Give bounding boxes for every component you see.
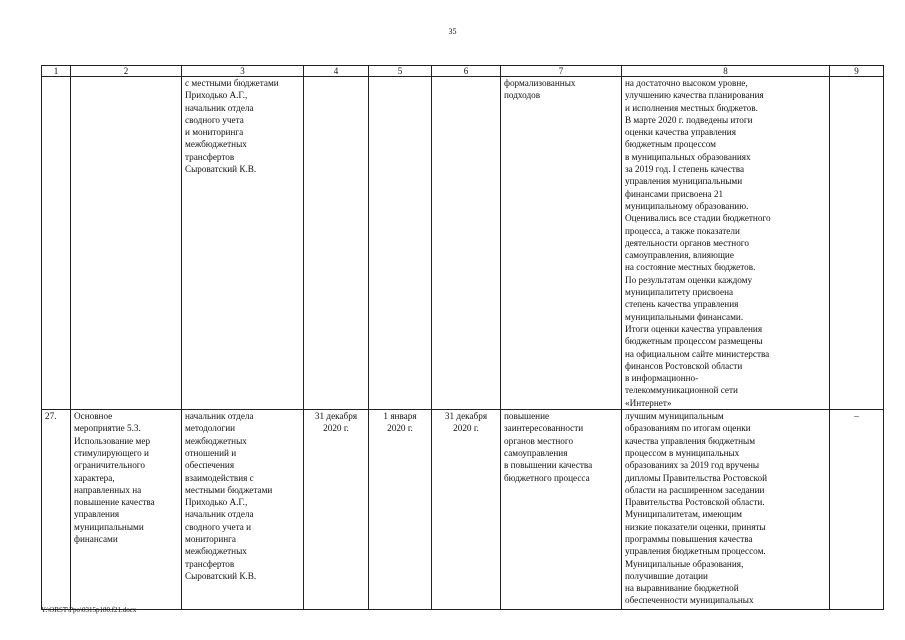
- responsible-cell: с местными бюджетами Приходько А.Г., начальник отдела сводного учета и мониторинга межбюджетных трансфертов Сыроватский К.В.: [182, 77, 304, 410]
- column-number: 1: [42, 66, 71, 77]
- page-number: 35: [448, 27, 457, 36]
- file-path: Y:\ORST\Ppo\0315p180.f21.docx: [41, 606, 137, 614]
- column-number: 6: [432, 66, 501, 77]
- expected-result-cell: повышение заинтересованности органов местного самоуправления в повышении качества бюджетного процесса: [501, 410, 622, 610]
- column-number: 3: [182, 66, 304, 77]
- actual-start-date-cell: 1 января 2020 г.: [369, 410, 432, 610]
- column-number: 2: [71, 66, 182, 77]
- table-row-continued: [42, 77, 884, 410]
- column-number: 9: [830, 66, 884, 77]
- column-number: 7: [501, 66, 622, 77]
- actual-result-cell: лучшим муниципальным образованиям по итогам оценки качества управления бюджетным процессом в муниципальных образованиях за 2019 год вручены дипломы Правительства Ростовской области на расширенном заседании Правительства Ростовской области. Муниципалитетам, имеющим низкие показатели оценки, приняты программы повышения качества управления бюджетным процессом. Муниципальные образования, получившие дотации на выравнивание бюджетной обеспеченности муниципальных: [622, 410, 830, 610]
- row-number-cell: 27.: [42, 410, 71, 610]
- plan-end-date-cell: 31 декабря 2020 г.: [304, 410, 369, 610]
- expected-result-cell: формализованных подходов: [501, 77, 622, 410]
- table-row-27: [42, 410, 884, 610]
- actual-end-date-cell: 31 декабря 2020 г.: [432, 410, 501, 610]
- column-number: 8: [622, 66, 830, 77]
- actual-start-date-cell: [369, 77, 432, 410]
- row-number-cell: [42, 77, 71, 410]
- plan-end-date-cell: [304, 77, 369, 410]
- reasons-cell: –: [830, 410, 884, 610]
- column-number: 4: [304, 66, 369, 77]
- activity-cell: Основное мероприятие 5.3. Использование мер стимулирующего и ограничительного характера, направленных на повышение качества управления муниципальными финансами: [71, 410, 182, 610]
- report-table: [41, 65, 884, 610]
- column-number-row: [42, 66, 884, 77]
- activity-cell: [71, 77, 182, 410]
- actual-end-date-cell: [432, 77, 501, 410]
- reasons-cell: [830, 77, 884, 410]
- column-number: 5: [369, 66, 432, 77]
- actual-result-cell: на достаточно высоком уровне, улучшению качества планирования и исполнения местных бюджетов. В марте 2020 г. подведены итоги оценки качества управления бюджетным процессом в муниципальных образованиях за 2019 год. I степень качества управления муниципальными финансами присвоена 21 муниципальному образованию. Оценивались все стадии бюджетного процесса, а также показатели деятельности органов местного самоуправления, влияющие на состояние местных бюджетов. По результатам оценки каждому муниципалитету присвоена степень качества управления муниципальными финансами. Итоги оценки качества управления бюджетным процессом размещены на официальном сайте министерства финансов Ростовской области в информационно- телекоммуникационной сети «Интернет»: [622, 77, 830, 410]
- responsible-cell: начальник отдела методологии межбюджетных отношений и обеспечения взаимодействия с местными бюджетами Приходько А.Г., начальник отдела сводного учета и мониторинга межбюджетных трансфертов Сыроватский К.В.: [182, 410, 304, 610]
